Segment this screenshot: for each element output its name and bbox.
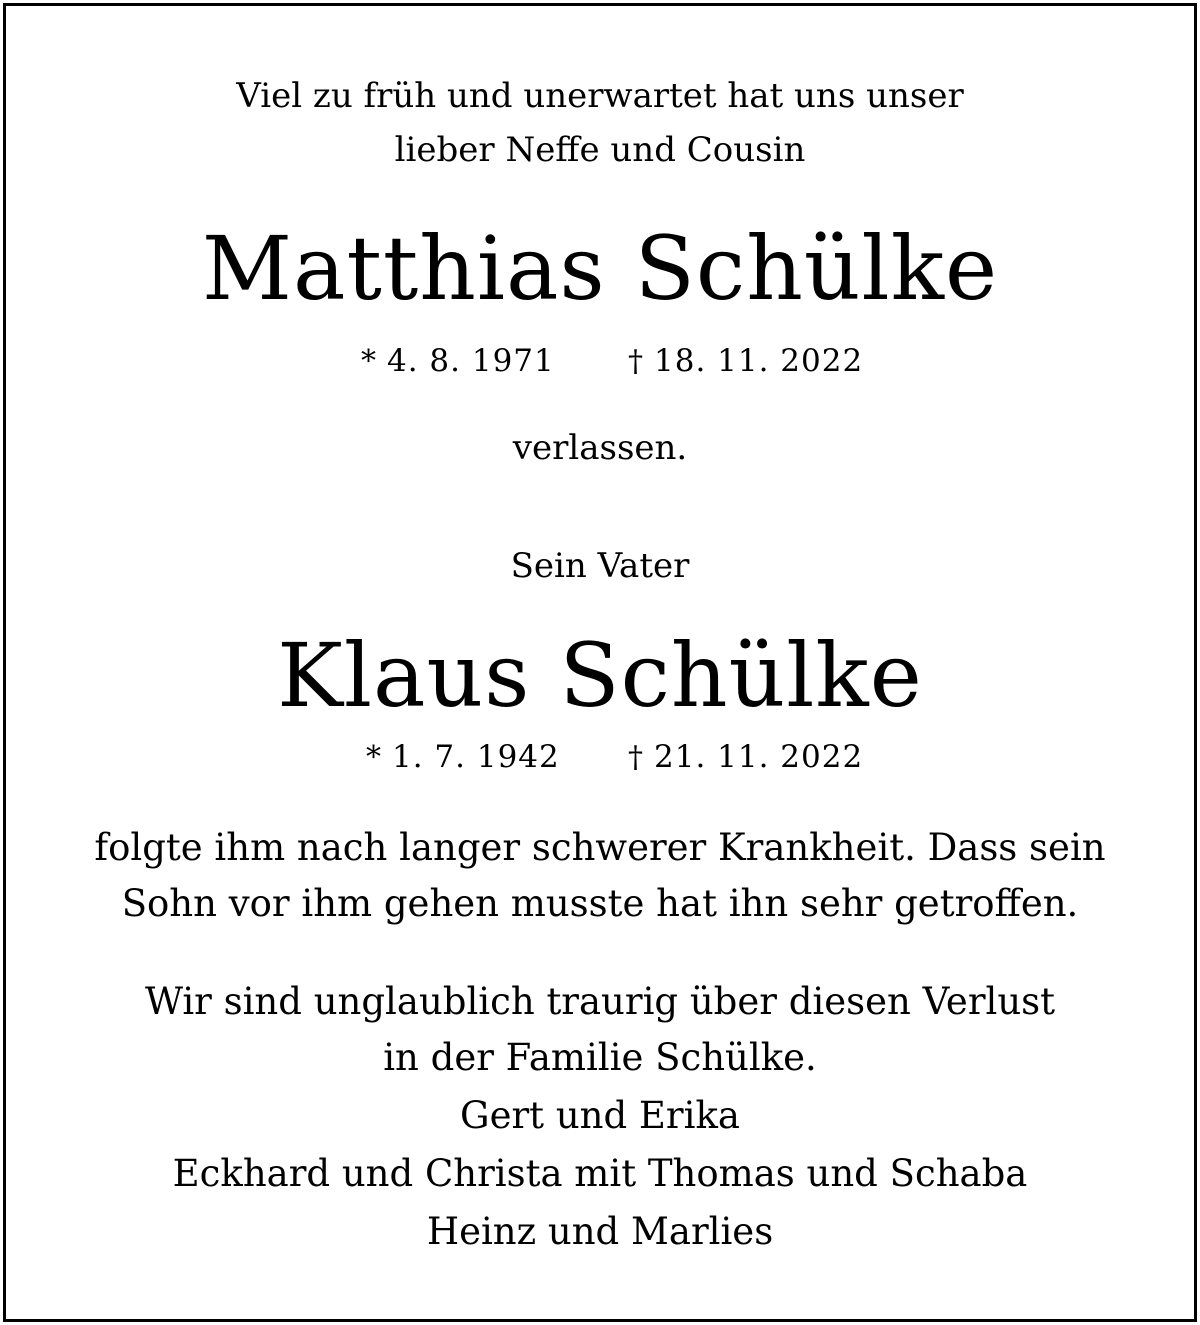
death-date-matthias (628, 341, 863, 382)
birth-asterisk-icon: * (361, 344, 377, 379)
followed-line-2: Sohn vor ihm gehen musste hat ihn sehr getroffen. (121, 882, 1079, 925)
death-date-text: 21. 11. 2022 (654, 739, 864, 775)
birth-date-text: 4. 8. 1971 (387, 343, 555, 379)
intro-line-2: lieber Neffe und Cousin (394, 130, 806, 170)
death-date-klaus (628, 737, 863, 778)
deceased-name-klaus: Klaus Schülke (277, 624, 923, 727)
sein-vater-text: Sein Vater (510, 546, 690, 586)
birth-date-klaus (366, 737, 560, 778)
dates-matthias (6, 341, 1194, 381)
obituary-notice (3, 3, 1197, 1322)
signature-line: Gert und Erika (460, 1094, 740, 1137)
signature-line: Heinz und Marlies (426, 1210, 774, 1253)
birth-asterisk-icon: * (366, 740, 382, 775)
death-cross-icon: † (628, 344, 644, 379)
dates-klaus (6, 737, 1194, 777)
signature-line: Eckhard und Christa mit Thomas und Schaba (172, 1152, 1028, 1195)
intro-line-1: Viel zu früh und unerwartet hat uns unser (236, 76, 964, 116)
death-date-text: 18. 11. 2022 (654, 343, 864, 379)
closing-line-1: Wir sind unglaublich traurig über diesen Verlust (144, 980, 1056, 1023)
birth-date-text: 1. 7. 1942 (392, 739, 560, 775)
birth-date-matthias (361, 341, 555, 382)
death-cross-icon: † (628, 740, 644, 775)
followed-line-1: folgte ihm nach langer schwerer Krankheit. Dass sein (94, 826, 1106, 869)
verlassen-text: verlassen. (512, 428, 688, 468)
closing-line-2: in der Familie Schülke. (383, 1036, 817, 1079)
deceased-name-matthias: Matthias Schülke (201, 217, 999, 320)
